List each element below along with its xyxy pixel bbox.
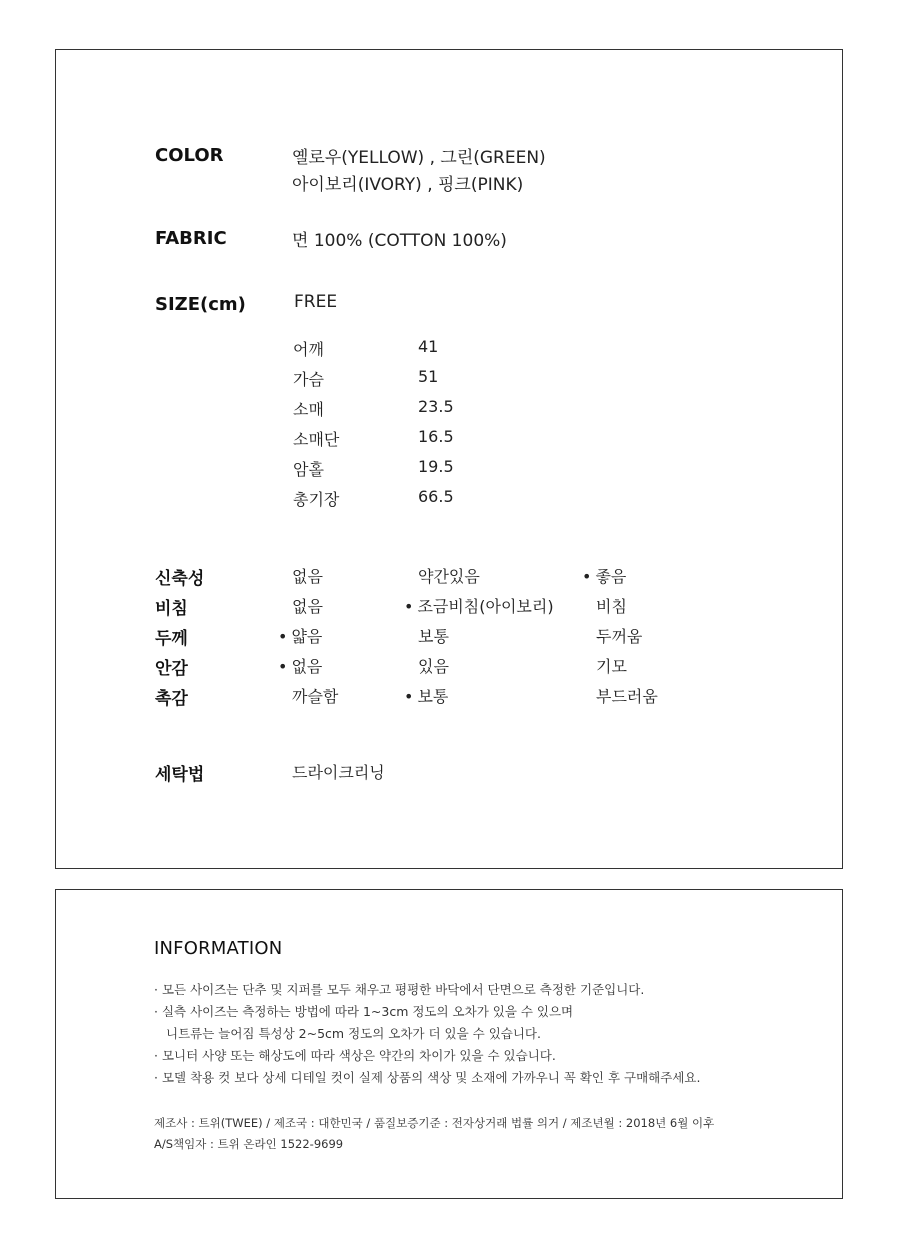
thickness-option: 두꺼움: [596, 627, 643, 646]
size-row-name: 소매: [293, 400, 324, 419]
size-row-name: 어깨: [293, 340, 324, 359]
size-row-name: 소매단: [293, 430, 340, 449]
texture-option: 부드러움: [596, 687, 658, 706]
lining-option: 있음: [418, 657, 449, 676]
texture-option-selected: [404, 684, 448, 707]
size-row-value: 51: [418, 367, 439, 386]
info-line: 니트류는 늘어짐 특성상 2~5cm 정도의 오차가 더 있을 수 있습니다.: [166, 1026, 541, 1041]
information-title: INFORMATION: [154, 938, 283, 959]
size-row-value: 23.5: [418, 397, 454, 416]
fabric-value: 면 100% (COTTON 100%): [292, 231, 507, 251]
selected-marker: •: [582, 567, 592, 586]
fabric-label: FABRIC: [155, 228, 227, 249]
texture-option: 까슬함: [292, 687, 339, 706]
texture-label: 촉감: [155, 689, 188, 709]
selected-marker: •: [404, 687, 414, 706]
color-value-line2: 아이보리(IVORY) , 핑크(PINK): [292, 175, 524, 195]
sheerness-option: 비침: [596, 597, 627, 616]
option-label: 없음: [291, 657, 323, 676]
washing-label: 세탁법: [155, 765, 205, 785]
info-line: · 모니터 사양 또는 해상도에 따라 색상은 약간의 차이가 있을 수 있습니다.: [154, 1048, 556, 1063]
selected-marker: •: [278, 657, 288, 676]
size-row-value: 66.5: [418, 487, 454, 506]
info-line: · 모델 착용 컷 보다 상세 디테일 컷이 실제 상품의 색상 및 소재에 가까우니 꼭 확인 후 구매해주세요.: [154, 1070, 701, 1085]
info-line: · 모든 사이즈는 단추 및 지퍼를 모두 채우고 평평한 바닥에서 단면으로 측정한 기준입니다.: [154, 982, 645, 997]
sheerness-option-selected: [404, 594, 554, 617]
lining-option-selected: [278, 654, 322, 677]
washing-value: 드라이크리닝: [292, 763, 385, 782]
stretch-option: 약간있음: [418, 567, 480, 586]
size-row-name: 암홀: [293, 460, 324, 479]
stretch-option: 없음: [292, 567, 323, 586]
size-row-value: 16.5: [418, 427, 454, 446]
as-contact-info: A/S책임자 : 트위 온라인 1522-9699: [154, 1137, 344, 1151]
information-panel: [55, 889, 843, 1199]
color-value-line1: 옐로우(YELLOW) , 그린(GREEN): [292, 148, 546, 168]
sheerness-label: 비침: [155, 599, 188, 619]
manufacturer-info: 제조사 : 트위(TWEE) / 제조국 : 대한민국 / 품질보증기준 : 전자상거래 법률 의거 / 제조년월 : 2018년 6월 이후: [154, 1116, 715, 1130]
option-label: 보통: [417, 687, 449, 706]
size-row-value: 41: [418, 337, 439, 356]
size-row-name: 가슴: [293, 370, 324, 389]
size-label: SIZE(cm): [155, 294, 246, 315]
sheerness-option: 없음: [292, 597, 323, 616]
selected-marker: •: [404, 597, 414, 616]
option-label: 좋음: [595, 567, 627, 586]
stretch-label: 신축성: [155, 569, 205, 589]
thickness-option: 보통: [418, 627, 449, 646]
color-label: COLOR: [155, 145, 224, 166]
size-row-name: 총기장: [293, 490, 340, 509]
selected-marker: •: [278, 627, 288, 646]
thickness-label: 두께: [155, 629, 188, 649]
option-label: 얇음: [291, 627, 323, 646]
lining-option: 기모: [596, 657, 627, 676]
lining-label: 안감: [155, 659, 188, 679]
stretch-option-selected: [582, 564, 626, 587]
option-label: 조금비침(아이보리): [417, 597, 554, 616]
size-row-value: 19.5: [418, 457, 454, 476]
thickness-option-selected: [278, 624, 322, 647]
size-free: FREE: [294, 292, 338, 312]
info-line: · 실측 사이즈는 측정하는 방법에 따라 1~3cm 정도의 오차가 있을 수 있으며: [154, 1004, 574, 1019]
